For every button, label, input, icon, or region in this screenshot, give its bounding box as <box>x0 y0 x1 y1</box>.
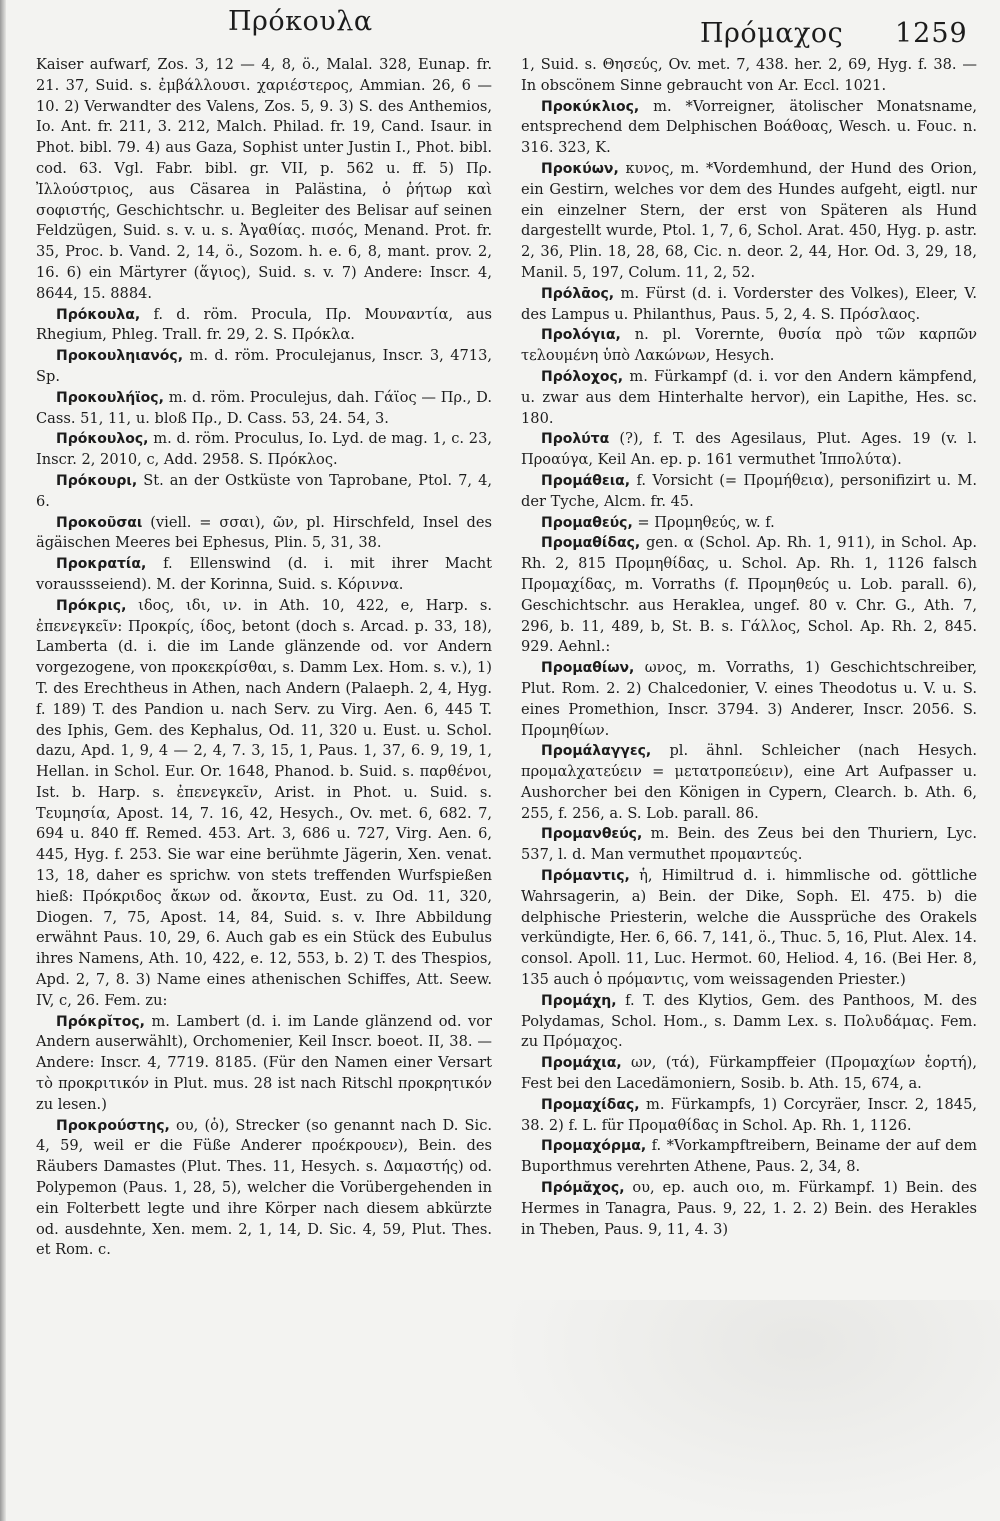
entry-lemma: Προκύκλιος, <box>541 98 640 115</box>
page-header <box>0 6 1000 49</box>
dictionary-entry <box>36 554 492 596</box>
dictionary-entry <box>36 471 492 513</box>
dictionary-entry <box>521 513 977 534</box>
dictionary-entry <box>36 1116 492 1262</box>
dictionary-entry <box>521 284 977 326</box>
right-running-headword: Πρόμαχος <box>700 18 844 49</box>
dictionary-entry <box>521 533 977 658</box>
entry-text: f. Vorsicht (= Προμήθεια), personifizirt u. M. der Tyche, Alcm. fr. 45. <box>521 471 977 510</box>
entry-text: ἡ, Himiltrud d. i. himmlische od. göttliche Wahrsagerin, a) Bein. der Dike, Soph. El. 475. b) die delphische Priesterin, welche die Aussprüche des Orakels verkündigte, Her. 6, 66. 7, 141, ö., Thuc. 5, 16, Plut. Alex. 14. consol. Apoll. 11, Luc. Hermot. 60, Heliod. 4, 16. (Bei Her. 8, 135 auch ὁ πρόμαντις, vom weissagenden Priester.) <box>521 867 977 989</box>
entry-lemma: Προλόγια, <box>541 327 621 344</box>
entry-lemma: Πρόκουλος, <box>56 431 149 448</box>
entry-text: (viell. = σσαι), ῶν, pl. Hirschfeld, Insel des ägäischen Meeres bei Ephesus, Plin. 5, 31, 38. <box>36 513 493 552</box>
entry-text: m. Fürkampf (d. i. vor den Andern kämpfend, u. zwar aus dem Hinterhalte hervor), ein Lapithe, Hes. sc. 180. <box>521 367 977 427</box>
page-number: 1259 <box>895 18 968 49</box>
entry-text: Kaiser aufwarf, Zos. 3, 12 — 4, 8, ö., Malal. 328, Eunap. fr. 21. 37, Suid. s. ἐμβάλλουσι. χαριέστερος, Ammian. 26, 6 — 10. 2) Verwandter des Valens, Zos. 5, 9. 3) S. des Anthemios, Io. Ant. fr. 211, 3. 212, Malch. Philad. fr. 19, Cand. Isaur. in Phot. bibl. 79. 4) aus Gaza, Sophist unter Justin I., Phot. bibl. cod. 63. Vgl. Fabr. bibl. gr. VII, p. 562 u. ff. 5) Πρ. Ἰλλούστριος, aus Cäsarea in Palästina, ὁ ῥήτωρ καὶ σοφιστής, Geschichtschr. u. Begleiter des Belisar auf seinen Feldzügen, Suid. s. v. u. s. Ἀγαθίας. πισός, Menand. Prot. fr. 35, Proc. b. Vand. 2, 14, ö., Sozom. h. e. 6, 8, mant. prov. 2, 16. 6) ein Märtyrer (ἅγιος), Suid. s. v. 7) Andere: Inscr. 4, 8644, 15. 8884. <box>36 56 492 302</box>
entry-text: m. Bein. des Zeus bei den Thuriern, Lyc. 537, l. d. Man vermuthet προμαντεύς. <box>521 825 977 864</box>
entry-lemma: Πρόκρις, <box>56 597 127 614</box>
entry-text: 1, Suid. s. Θησεύς, Ov. met. 7, 438. her. 2, 69, Hyg. f. 38. — In obscönem Sinne gebraucht von Ar. Eccl. 1021. <box>521 56 977 94</box>
entry-text: m. Fürst (d. i. Vorderster des Volkes), Eleer, V. des Lampus u. Philanthus, Paus. 5, 2, 4. S. Πρόσλαος. <box>521 284 977 323</box>
dictionary-entry <box>36 1012 492 1116</box>
entry-lemma: Προμαθίδας, <box>541 535 641 552</box>
dictionary-entry <box>36 513 492 555</box>
entry-text: m. d. röm. Proculejus, dah. Γάϊος — Πρ., D. Cass. 51, 11, u. bloß Πρ., D. Cass. 53, 24. 54, 3. <box>36 388 492 427</box>
dictionary-entry <box>521 1178 977 1240</box>
entry-lemma: Προμάχια, <box>541 1055 622 1072</box>
entry-lemma: Πρόμαντις, <box>541 868 630 885</box>
dictionary-entry <box>521 471 977 513</box>
entry-lemma: Προμαχόρμα, <box>541 1138 647 1155</box>
entry-text: ου, ep. auch οιο, m. Fürkampf. 1) Bein. des Hermes in Tanagra, Paus. 9, 22, 1. 2. 2) Bein. des Herakles in Theben, Paus. 9, 11, 4. 3) <box>521 1179 978 1238</box>
entry-text: n. pl. Vorernte, θυσία πρὸ τῶν καρπῶν τελουμένη ὑπὸ Λακώνων, Hesych. <box>521 326 977 365</box>
dictionary-entry <box>36 305 492 347</box>
entry-lemma: Προμάλαγγες, <box>541 743 652 760</box>
entry-text: f. Ellenswind (d. i. mit ihrer Macht voraussseiend). M. der Korinna, Suid. s. Κόριννα. <box>36 555 493 593</box>
entry-text: ωνος, m. Vorraths, 1) Geschichtschreiber, Plut. Rom. 2. 2) Chalcedonier, V. eines Theodotus u. V. u. S. eines Promethion, Inscr. 3794. 3) Anderer, Inscr. 2056. S. Προμηθίων. <box>521 659 977 739</box>
page-gutter-shadow <box>0 0 6 1521</box>
dictionary-entry <box>521 824 977 866</box>
entry-lemma: Πρόκρῐτος, <box>56 1013 145 1030</box>
dictionary-entry <box>521 741 977 824</box>
entry-text: m. Lambert (d. i. im Lande glänzend od. vor Andern auserwählt), Orchomenier, Keil Inscr. boeot. II, 38. — Andere: Inscr. 4, 7719. 8185. (Für den Namen einer Versart τὸ προκριτικόν in Plut. mus. 28 ist nach Ritschl προκρητικόν zu lesen.) <box>36 1012 492 1113</box>
dictionary-entry <box>36 429 492 471</box>
entry-text: = Προμηθεύς, w. f. <box>637 513 775 531</box>
dictionary-entry <box>521 429 977 471</box>
dictionary-entry <box>36 388 492 430</box>
entry-lemma: Προκρούστης, <box>56 1117 170 1134</box>
dictionary-entry <box>521 866 977 991</box>
dictionary-entry <box>521 991 977 1053</box>
entry-lemma: Προμαχίδας, <box>541 1096 640 1113</box>
entry-lemma: Προκουλήϊος, <box>56 389 164 406</box>
entry-text: f. d. röm. Procula, Πρ. Μουναντία, aus Rhegium, Phleg. Trall. fr. 29, 2. S. Πρόκλα. <box>36 305 493 344</box>
entry-text: pl. ähnl. Schleicher (nach Hesych. προμαλχατεύειν = μετατροπεύειν), eine Art Aufpasser u. Aushorcher bei den Königen in Cypern, Clearch. b. Ath. 6, 255, f. 256, a. S. Lob. parall. 86. <box>521 742 977 822</box>
dictionary-entry <box>521 1136 977 1178</box>
entry-lemma: Πρόλᾱος, <box>541 285 615 302</box>
right-column <box>521 55 977 1240</box>
dictionary-entry <box>521 55 977 97</box>
dictionary-entry <box>36 346 492 388</box>
entry-lemma: Προκοῦσαι <box>56 514 143 531</box>
entry-lemma: Πρόκουρι, <box>56 472 138 489</box>
dictionary-entry <box>521 367 977 429</box>
entry-lemma: Προμαθεύς, <box>541 514 633 531</box>
dictionary-entry <box>521 325 977 367</box>
entry-lemma: Προμάθεια, <box>541 472 631 489</box>
entry-text: m. Fürkampfs, 1) Corcyräer, Inscr. 2, 1845, 38. 2) f. L. für Προμαθίδας in Schol. Ap. Rh. 1, 1126. <box>521 1095 977 1134</box>
entry-lemma: Πρόμᾰχος, <box>541 1180 625 1197</box>
entry-lemma: Προκρατία, <box>56 556 147 573</box>
entry-text: m. d. röm. Proculejanus, Inscr. 3, 4713, Sp. <box>36 347 493 385</box>
entry-text: ιδος, ιδι, ιν. in Ath. 10, 422, e, Harp. s. ἐπενεγκεῖν: Προκρίς, ίδος, betont (doch s. Arcad. p. 33, 18), Lamberta (d. i. die im Lande glänzende od. vor Andern vorgezogene, von προκεκρίσθαι, s. Damm Lex. Hom. s. v.), 1) T. des Erechtheus in Athen, nach Andern (Palaeph. 2, 4, Hyg. f. 189) T. des Pandion u. nach Serv. zu Virg. Aen. 6, 445 T. des Iphis, Gem. des Kephalus, Od. 11, 320 u. Eust. u. Schol. dazu, Apd. 1, 9, 4 — 2, 4, 7. 3, 15, 1, Paus. 1, 37, 6. 9, 19, 1, Hellan. in Schol. Eur. Or. 1648, Phanod. b. Suid. s. παρθένοι, Ist. b. Harp. s. ἐπενεγκεῖν, Arist. in Phot. u. Suid. s. Τευμησία, Apost. 14, 7. 16, 42, Hesych., Ov. met. 6, 682. 7, 694 u. 840 ff. Remed. 453. Art. 3, 686 u. 727, Virg. Aen. 6, 445, Hyg. f. 253. Sie war eine berühmte Jägerin, Xen. venat. 13, 18, daher es sprichw. von stets treffenden Wurfspießen hieß: Πρόκριδος ἄκων od. ἄκοντα, Eust. zu Od. 11, 320, Diogen. 7, 75, Apost. 14, 84, Suid. s. v. Ihre Abbildung erwähnt Paus. 10, 29, 6. Auch gab es ein Stück des Eubulus ihres Namens, Ath. 10, 422, e. 12, 553, b. 2) T. des Thespios, Apd. 2, 7, 8. 3) Name eines athenischen Schiffes, Att. Seew. IV, c, 26. Fem. zu: <box>36 596 492 1009</box>
entry-text: ων, (τά), Fürkampffeier (Προμαχίων ἑορτή), Fest bei den Lacedämoniern, Sosib. b. Ath. 15, 674, a. <box>521 1054 977 1093</box>
entry-text: f. *Vorkampftreibern, Beiname der auf dem Buporthmus verehrten Athene, Paus. 2, 34, 8. <box>521 1137 977 1176</box>
entry-text: f. T. des Klytios, Gem. des Panthoos, M. des Polydamas, Schol. Hom., s. Damm Lex. s. Πολυδάμας. Fem. zu Πρόμαχος. <box>521 991 978 1051</box>
dictionary-entry <box>521 159 977 284</box>
scan-smudge <box>500 1300 1000 1521</box>
dictionary-entry <box>521 1095 977 1137</box>
dictionary-entry <box>36 55 492 305</box>
entry-text: m. *Vorreigner, ätolischer Monatsname, entsprechend dem Delphischen Βοάθοας, Wesch. u. Fouc. n. 316. 323, K. <box>521 97 978 157</box>
left-running-headword: Πρόκουλα <box>228 6 373 37</box>
dictionary-entry <box>521 1053 977 1095</box>
left-column <box>36 55 492 1261</box>
entry-lemma: Πρόκουλα, <box>56 306 141 323</box>
entry-lemma: Προμαθίων, <box>541 660 635 677</box>
dictionary-entry <box>36 596 492 1012</box>
entry-text: St. an der Ostküste von Taprobane, Ptol. 7, 4, 6. <box>36 471 492 510</box>
entry-text: (?), f. T. des Agesilaus, Plut. Ages. 19 (v. l. Προαύγα, Keil An. ep. p. 161 vermuthet Ἱππολύτα). <box>521 430 977 469</box>
entry-text: κυνος, m. *Vordemhund, der Hund des Orion, ein Gestirn, welches vor dem des Hundes aufgeht, eigtl. nur ein einzelner Stern, der erst von Späteren als Hund dargestellt wurde, Ptol. 1, 7, 6, Schol. Arat. 450, Hyg. p. astr. 2, 36, Plin. 18, 28, 68, Cic. n. deor. 2, 44, Hor. Od. 3, 29, 18, Manil. 5, 197, Colum. 11, 2, 52. <box>521 159 978 281</box>
entry-lemma: Προλύτα <box>541 431 610 448</box>
entry-lemma: Προμανθεύς, <box>541 826 643 843</box>
entry-lemma: Προμάχη, <box>541 992 617 1009</box>
dictionary-entry <box>521 97 977 159</box>
entry-lemma: Προκύων, <box>541 160 619 177</box>
entry-lemma: Πρόλοχος, <box>541 368 624 385</box>
entry-text: ου, (ὁ), Strecker (so genannt nach D. Sic. 4, 59, weil er die Füße Anderer προέκρουεν), Bein. des Räubers Damastes (Plut. Thes. 11, Hesych. s. Δαμαστής) od. Polypemon (Paus. 1, 28, 5), welcher die Vorübergehenden in ein Folterbett legte und ihre Körper nach diesem abkürzte od. ausdehnte, Xen. mem. 2, 1, 14, D. Sic. 4, 59, Plut. Thes. et Rom. c. <box>36 1116 493 1259</box>
entry-lemma: Προκουληιανός, <box>56 348 184 365</box>
entry-text: gen. α (Schol. Ap. Rh. 1, 911), in Schol. Ap. Rh. 2, 815 Προμηθίδας, u. Schol. Ap. Rh. 1, 1126 falsch Προμαχίδας, m. Vorraths (f. Προμηθεύς u. Lob. parall. 6), Geschichtschr. aus Heraklea, ungef. 80 v. Chr. G., Ath. 7, 296, b. 11, 489, b, St. B. s. Γάλλος, Schol. Ap. Rh. 2, 845. 929. Aehnl.: <box>521 534 977 656</box>
dictionary-entry <box>521 658 977 741</box>
entry-text: m. d. röm. Proculus, Io. Lyd. de mag. 1, c. 23, Inscr. 2, 2010, c, Add. 2958. S. Πρόκλος. <box>36 430 492 469</box>
